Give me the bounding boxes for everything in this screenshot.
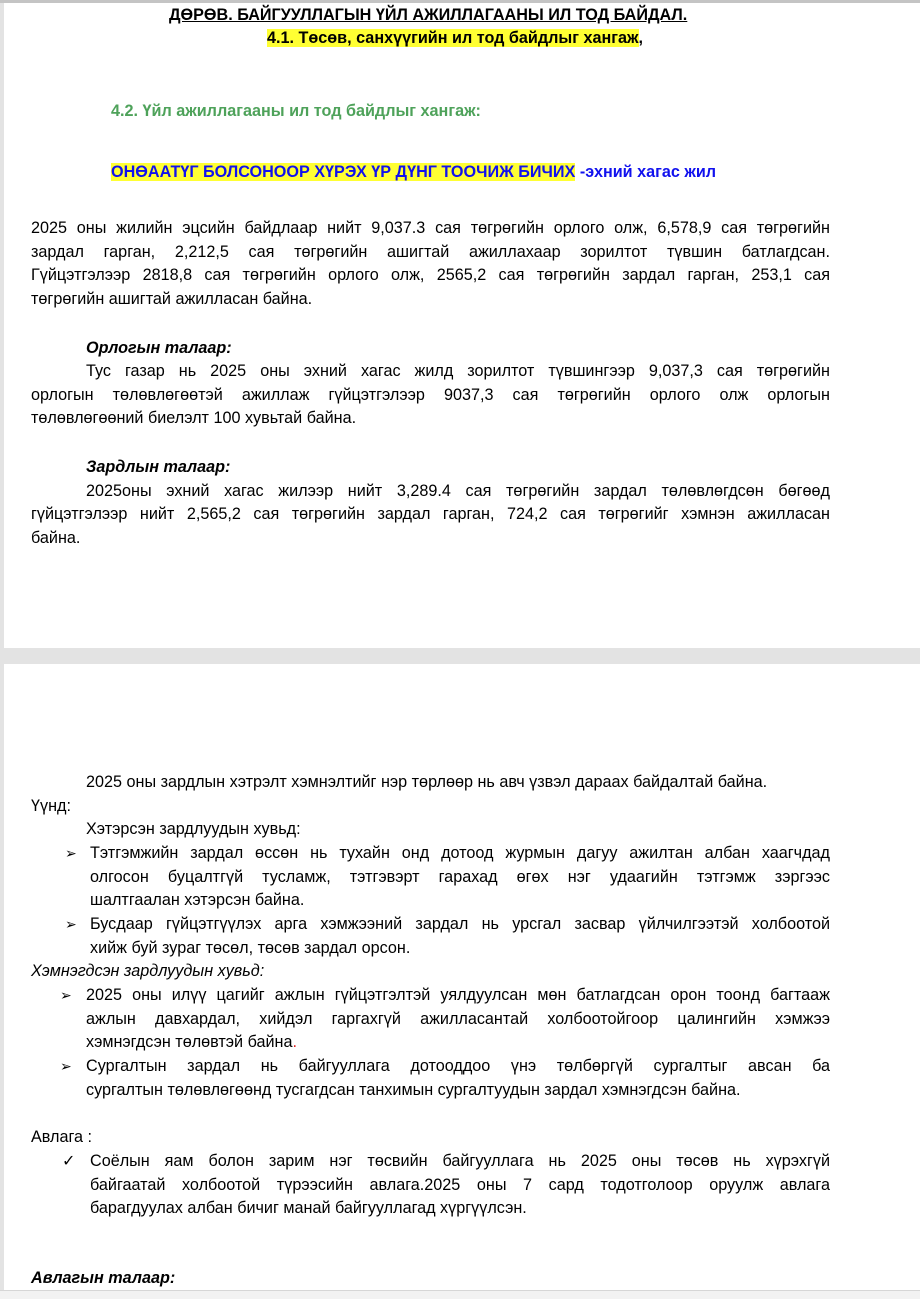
section-4-1-text: 4.1. Төсөв, санхүүгийн ил тод байдлыг хангаж — [267, 29, 639, 47]
paragraph-line: төлөвлөгөөний биелэлт 100 хувьтай байна. — [31, 409, 357, 427]
section-4-2-heading: 4.2. Үйл ажиллагааны ил тод байдлыг хангаж: — [111, 102, 481, 120]
document-page-2 — [4, 664, 920, 1290]
section-4-1-heading — [267, 27, 643, 51]
receivables-section-heading: Авлагын талаар: — [31, 1269, 176, 1287]
list-item-line: Соёлын яам болон зарим нэг төсвийн байгууллага нь 2025 оны төсөв нь хүрэхгүй — [90, 1152, 830, 1170]
list-item-line: барагдуулах албан бичиг манай байгууллагад хүргүүлсэн. — [90, 1199, 527, 1217]
overspent-heading: Хэтэрсэн зардлуудын хувьд: — [86, 820, 301, 838]
red-period: . — [292, 1033, 297, 1051]
checkmark-bullet-icon: ✓ — [62, 1153, 76, 1170]
list-item-text: хэмнэгдсэн төлөвтэй байна — [86, 1033, 293, 1051]
paragraph-line: гүйцэтгэлээр нийт 2,565,2 сая төгрөгийн зардал гарган, 724,2 сая төгрөгийг хэмнэн ажилласан — [31, 505, 830, 523]
list-item-line: байгаатай холбоотой түрээсийн авлага.2025 оны 7 сард тодотголоор оруулж авлага — [90, 1176, 830, 1194]
paragraph-line: 2025 оны жилийн эцсийн байдлаар нийт 9,037.3 сая төгрөгийн орлого олж, 6,578,9 сая төгрөгийн — [31, 219, 830, 237]
arrow-bullet-icon: ➢ — [65, 916, 77, 932]
paragraph-line: Гүйцэтгэлээр 2818,8 сая төгрөгийн орлого олж, 2565,2 сая төгрөгийн зардал гарган, 253,1 сая — [31, 266, 830, 284]
instruction-highlighted: ОНӨААТҮГ БОЛСОНООР ХҮРЭХ ҮР ДҮНГ ТООЧИЖ БИЧИХ — [111, 163, 576, 181]
paragraph-line: орлогын төлөвлөгөөтэй ажиллаж гүйцэтгэлээр 9037,3 сая төгрөгийн орлого олж орлогын — [31, 386, 830, 404]
list-item-line: ажлын давхардал, хийдэл гаргахгүй ажилласантай холбоотойгоор цалингийн хэмжээ — [86, 1010, 830, 1028]
uund-label: Үүнд: — [31, 797, 71, 815]
paragraph-line: байна. — [31, 529, 81, 547]
list-item-line: Тэтгэмжийн зардал өссөн нь тухайн онд дотоод журмын дагуу ажилтан албан хаагчдад — [90, 844, 830, 862]
expense-variance-intro: 2025 оны зардлын хэтрэлт хэмнэлтийг нэр төрлөөр нь авч үзвэл дараах байдалтай байна. — [86, 773, 768, 791]
list-item-line: 2025 оны илүү цагийг ажлын гүйцэтгэлтэй уялдуулсан мөн батлагдсан орон тоонд багтааж — [86, 986, 830, 1004]
list-item-line: Бусдаар гүйцэтгүүлэх арга хэмжээний зардал нь урсгал засвар үйлчилгээтэй холбоотой — [90, 915, 830, 933]
list-item-line: сургалтын төлөвлөгөөнд тусгагдсан танхимын сургалтуудын зардал хэмнэгдсэн байна. — [86, 1081, 741, 1099]
list-item-line: шалтгаалан хэтэрсэн байна. — [90, 891, 305, 909]
paragraph-line: 2025оны эхний хагас жилээр нийт 3,289.4 сая төгрөгийн зардал төлөвлөгдсөн бөгөөд — [86, 482, 830, 500]
expense-heading: Зардлын талаар: — [86, 458, 231, 476]
document-page-1 — [4, 3, 920, 648]
list-item-line: Сургалтын зардал нь байгууллага дотооддоо үнэ төлбөргүй сургалтыг авсан ба — [86, 1057, 830, 1075]
instruction-line — [111, 161, 716, 185]
list-item-line — [86, 1031, 297, 1055]
income-heading: Орлогын талаар: — [86, 339, 232, 357]
list-item-line: хийж буй зураг төсөл, төсөв зардал орсон. — [90, 939, 411, 957]
chapter-title: ДӨРӨВ. БАЙГУУЛЛАГЫН ҮЙЛ АЖИЛЛАГААНЫ ИЛ ТОД БАЙДАЛ. — [169, 6, 688, 24]
arrow-bullet-icon: ➢ — [60, 987, 72, 1003]
paragraph-line: Тус газар нь 2025 оны эхний хагас жилд зорилтот түвшингээр 9,037,3 сая төгрөгийн — [86, 362, 830, 380]
paragraph-line: зардал гарган, 2,212,5 сая төгрөгийн ашигтай ажиллахаар зорилтот түвшин батлагдсан. — [31, 243, 830, 261]
saved-heading: Хэмнэгдсэн зардлуудын хувьд: — [31, 962, 265, 980]
receivables-label: Авлага : — [31, 1128, 93, 1146]
arrow-bullet-icon: ➢ — [65, 845, 77, 861]
paragraph-line: төгрөгийн ашигтай ажилласан байна. — [31, 290, 313, 308]
arrow-bullet-icon: ➢ — [60, 1058, 72, 1074]
section-4-1-trail: , — [638, 29, 643, 47]
list-item-line: олгосон буцалтгүй тусламж, тэтгэвэрт гарахад өгөх нэг удаагийн тэтгэмж зэргээс — [90, 868, 830, 886]
instruction-suffix: -эхний хагас жил — [575, 163, 717, 181]
